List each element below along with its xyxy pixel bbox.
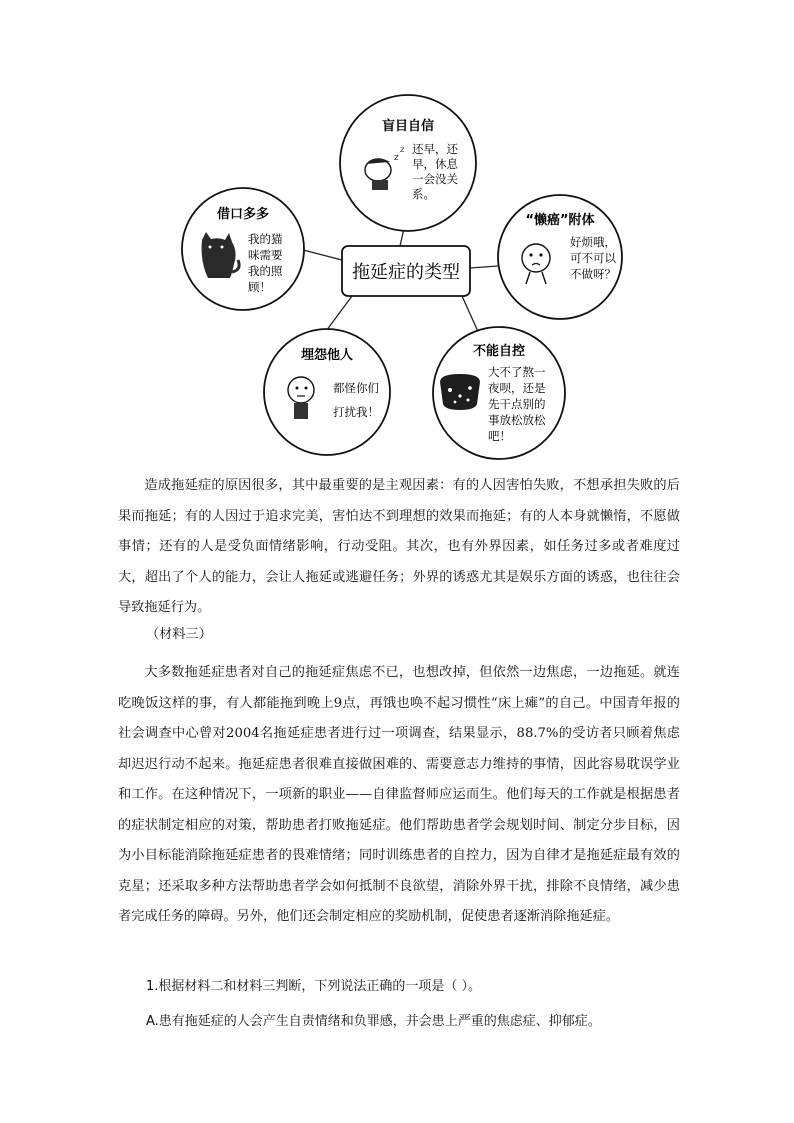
node-text-line: 不做呀？	[570, 267, 616, 281]
dotted-cup-icon	[440, 374, 480, 410]
node-text-line: 咪需要	[248, 248, 283, 262]
node-text-line: 事放松放松	[488, 413, 546, 427]
node-text-line: 先干点别的	[488, 397, 546, 411]
option-a: A.患有拖延症的人会产生自责情绪和负罪感，并会患上严重的焦虑症、抑郁症。	[146, 1014, 601, 1029]
node-text-line: 夜呗，还是	[488, 381, 546, 395]
connector-left	[303, 250, 342, 260]
connector-right	[470, 266, 498, 268]
node-text-line: 吧！	[488, 429, 511, 443]
node-many-excuses	[182, 188, 304, 310]
svg-text:z: z	[394, 153, 399, 163]
question-1: 1.根据材料二和材料三判断，下列说法正确的一项是（ ）。	[146, 979, 482, 994]
node-text-line: 好烦哦，	[570, 235, 616, 249]
node-no-self-control	[433, 327, 565, 459]
node-title: 借口多多	[216, 207, 270, 222]
node-text-line: 一会没关	[412, 172, 458, 186]
node-text-line: 我的照	[248, 264, 283, 278]
node-title: 盲目自信	[381, 119, 435, 134]
procrastination-types-diagram	[0, 0, 794, 470]
node-text-line: 打扰我！	[333, 405, 379, 419]
node-title: “懒癌”附体	[525, 213, 595, 228]
node-text-line: 早，休息	[412, 157, 458, 171]
center-label: 拖延症的类型	[352, 262, 460, 283]
paragraph-material-three: 大多数拖延症患者对自己的拖延症焦虑不已，也想改掉，但依然一边焦虑，一边拖延。就连吃晚饭这样的事，有人都能拖到晚上9点，再饿也唤不起习惯性“床上瘫”的自己。中国青年报的社会调查中心曾对2004名拖延症患者进行过一项调查，结果显示，88.7%的受访者只顾着焦虑却迟迟行动不起来。拖延症患者很难直接做困难的、需要意志力维持的事情，因此容易耽误学业和工作。在这种情况下，一项新的职业——自律监督师应运而生。他们每天的工作就是根据患者的症状制定相应的对策，帮助患者打败拖延症。他们帮助患者学会规划时间、制定分步目标，因为小目标能消除拖延症患者的畏难情绪；同时训练患者的自控力，因为自律才是拖延症最有效的克星；还采取多种方法帮助患者学会如何抵制不良欲望，消除外界干扰，排除不良情绪，减少患者完成任务的障碍。另外，他们还会制定相应的奖励机制，促使患者逐渐消除拖延症。	[118, 665, 680, 924]
node-text-line: 系。	[412, 187, 435, 201]
node-title: 埋怨他人	[300, 348, 354, 363]
node-blame-others	[264, 329, 390, 455]
node-text-line: 顾！	[248, 280, 271, 294]
node-blind-confidence	[340, 95, 476, 231]
node-text-line: 可不可以	[570, 251, 616, 265]
node-text-line: 我的猫	[248, 232, 283, 246]
node-lazy-cancer	[498, 195, 622, 319]
paragraph-causes: 造成拖延症的原因很多，其中最重要的是主观因素：有的人因害怕失败，不想承担失败的后果而拖延；有的人因过于追求完美，害怕达不到理想的效果而拖延；有的人本身就懒惰，不愿做事情；还有的人是受负面情绪影响，行动受阻。其次，也有外界因素，如任务过多或者难度过大，超出了个人的能力，会让人拖延或逃避任务；外界的诱惑尤其是娱乐方面的诱惑，也往往会导致拖延行为。	[118, 478, 680, 615]
node-title: 不能自控	[472, 344, 526, 359]
node-text-line: 都怪你们	[333, 381, 379, 395]
node-text-line: 大不了熬一	[488, 365, 546, 379]
material-three-heading: （材料三）	[146, 627, 212, 642]
node-text-line: 还早，还	[412, 142, 458, 156]
svg-text:z: z	[400, 145, 405, 154]
